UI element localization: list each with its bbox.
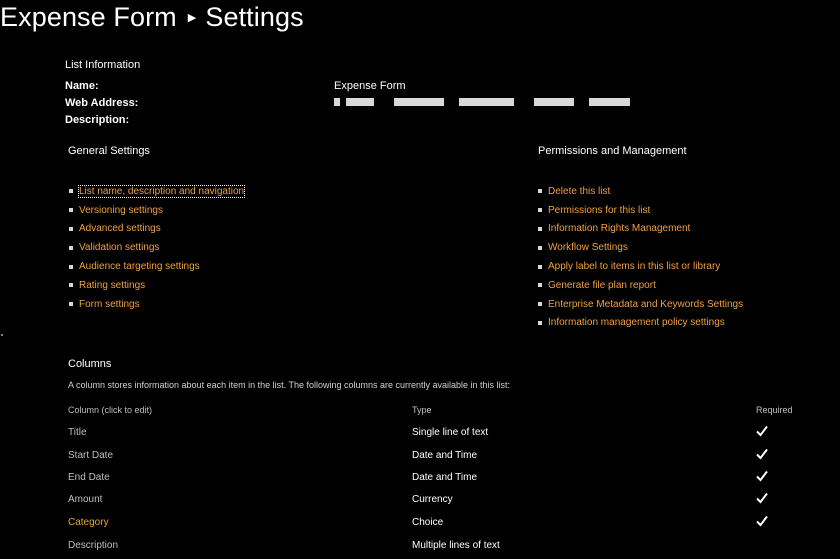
page-title bbox=[0, 2, 304, 33]
bullet-icon bbox=[69, 189, 73, 193]
column-name-link[interactable]: Description bbox=[68, 540, 119, 551]
table-row bbox=[0, 423, 840, 446]
required-check-icon bbox=[756, 425, 768, 437]
column-type: Date and Time bbox=[412, 450, 478, 461]
file-plan-report-link[interactable]: Generate file plan report bbox=[548, 279, 656, 291]
table-row bbox=[0, 490, 840, 513]
column-name-link[interactable]: Amount bbox=[68, 494, 103, 505]
permissions-item[interactable] bbox=[538, 295, 743, 314]
permissions-item[interactable] bbox=[538, 238, 743, 257]
bullet-icon bbox=[538, 321, 542, 325]
info-policy-link[interactable]: Information management policy settings bbox=[548, 317, 725, 329]
bullet-icon bbox=[538, 283, 542, 287]
columns-description: A column stores information about each item in the list. The following columns are currently available in this list: bbox=[68, 380, 511, 390]
general-settings-list bbox=[69, 182, 244, 314]
general-settings-item[interactable] bbox=[69, 295, 244, 314]
column-name-link[interactable]: Category bbox=[68, 517, 109, 528]
column-header-name: Column (click to edit) bbox=[68, 405, 153, 415]
permissions-item[interactable] bbox=[538, 314, 743, 333]
workflow-settings-link[interactable]: Workflow Settings bbox=[548, 242, 628, 254]
column-type: Currency bbox=[412, 494, 453, 505]
delete-list-link[interactable]: Delete this list bbox=[548, 185, 611, 197]
breadcrumb-list-link[interactable]: Expense Form bbox=[0, 2, 177, 32]
permissions-item[interactable] bbox=[538, 257, 743, 276]
required-check-icon bbox=[756, 448, 768, 460]
table-row bbox=[0, 513, 840, 536]
name-label: Name: bbox=[65, 80, 99, 92]
columns-heading: Columns bbox=[68, 358, 112, 370]
permissions-heading: Permissions and Management bbox=[538, 145, 687, 157]
name-value: Expense Form bbox=[334, 80, 406, 92]
breadcrumb-current: Settings bbox=[205, 2, 304, 32]
permissions-item[interactable] bbox=[538, 220, 743, 239]
web-address-label: Web Address: bbox=[65, 97, 139, 109]
irm-link[interactable]: Information Rights Management bbox=[548, 223, 691, 235]
column-name-link[interactable]: Title bbox=[68, 427, 87, 438]
table-row bbox=[0, 468, 840, 491]
bullet-icon bbox=[538, 227, 542, 231]
required-check-icon bbox=[756, 515, 768, 527]
breadcrumb-separator-icon: ▶ bbox=[187, 12, 197, 24]
column-name-link[interactable]: End Date bbox=[68, 472, 110, 483]
column-type: Choice bbox=[412, 517, 444, 528]
required-check-icon bbox=[756, 492, 768, 504]
required-check-icon bbox=[756, 470, 768, 482]
advanced-settings-link[interactable]: Advanced settings bbox=[79, 223, 161, 235]
column-type: Single line of text bbox=[412, 427, 489, 438]
column-type: Multiple lines of text bbox=[412, 540, 500, 551]
general-settings-item[interactable] bbox=[69, 182, 244, 201]
stray-dot bbox=[1, 334, 3, 336]
bullet-icon bbox=[538, 246, 542, 250]
bullet-icon bbox=[69, 265, 73, 269]
web-address-redacted bbox=[334, 98, 630, 106]
bullet-icon bbox=[69, 208, 73, 212]
list-info-heading: List Information bbox=[65, 59, 141, 71]
versioning-settings-link[interactable]: Versioning settings bbox=[79, 204, 163, 216]
general-settings-item[interactable] bbox=[69, 257, 244, 276]
permissions-link[interactable]: Permissions for this list bbox=[548, 204, 651, 216]
permissions-item[interactable] bbox=[538, 201, 743, 220]
general-settings-item[interactable] bbox=[69, 238, 244, 257]
column-type: Date and Time bbox=[412, 472, 478, 483]
column-name-link[interactable]: Start Date bbox=[68, 450, 114, 461]
bullet-icon bbox=[69, 302, 73, 306]
audience-targeting-link[interactable]: Audience targeting settings bbox=[79, 261, 200, 273]
bullet-icon bbox=[69, 227, 73, 231]
bullet-icon bbox=[69, 246, 73, 250]
table-row bbox=[0, 446, 840, 469]
permissions-item[interactable] bbox=[538, 182, 743, 201]
general-settings-item[interactable] bbox=[69, 276, 244, 295]
permissions-list bbox=[538, 182, 743, 332]
validation-settings-link[interactable]: Validation settings bbox=[79, 242, 160, 254]
rating-settings-link[interactable]: Rating settings bbox=[79, 279, 146, 291]
form-settings-link[interactable]: Form settings bbox=[79, 298, 140, 310]
bullet-icon bbox=[538, 265, 542, 269]
column-header-type: Type bbox=[412, 405, 432, 415]
apply-label-link[interactable]: Apply label to items in this list or library bbox=[548, 261, 721, 273]
bullet-icon bbox=[538, 302, 542, 306]
bullet-icon bbox=[538, 208, 542, 212]
general-settings-item[interactable] bbox=[69, 201, 244, 220]
table-row bbox=[0, 536, 840, 559]
bullet-icon bbox=[538, 189, 542, 193]
list-name-description-link[interactable]: List name, description and navigation bbox=[79, 185, 245, 197]
column-header-required: Required bbox=[756, 405, 793, 415]
description-label: Description: bbox=[65, 114, 130, 126]
permissions-item[interactable] bbox=[538, 276, 743, 295]
general-settings-heading: General Settings bbox=[68, 145, 150, 157]
general-settings-item[interactable] bbox=[69, 220, 244, 239]
bullet-icon bbox=[69, 283, 73, 287]
metadata-keywords-link[interactable]: Enterprise Metadata and Keywords Settings bbox=[548, 298, 744, 310]
